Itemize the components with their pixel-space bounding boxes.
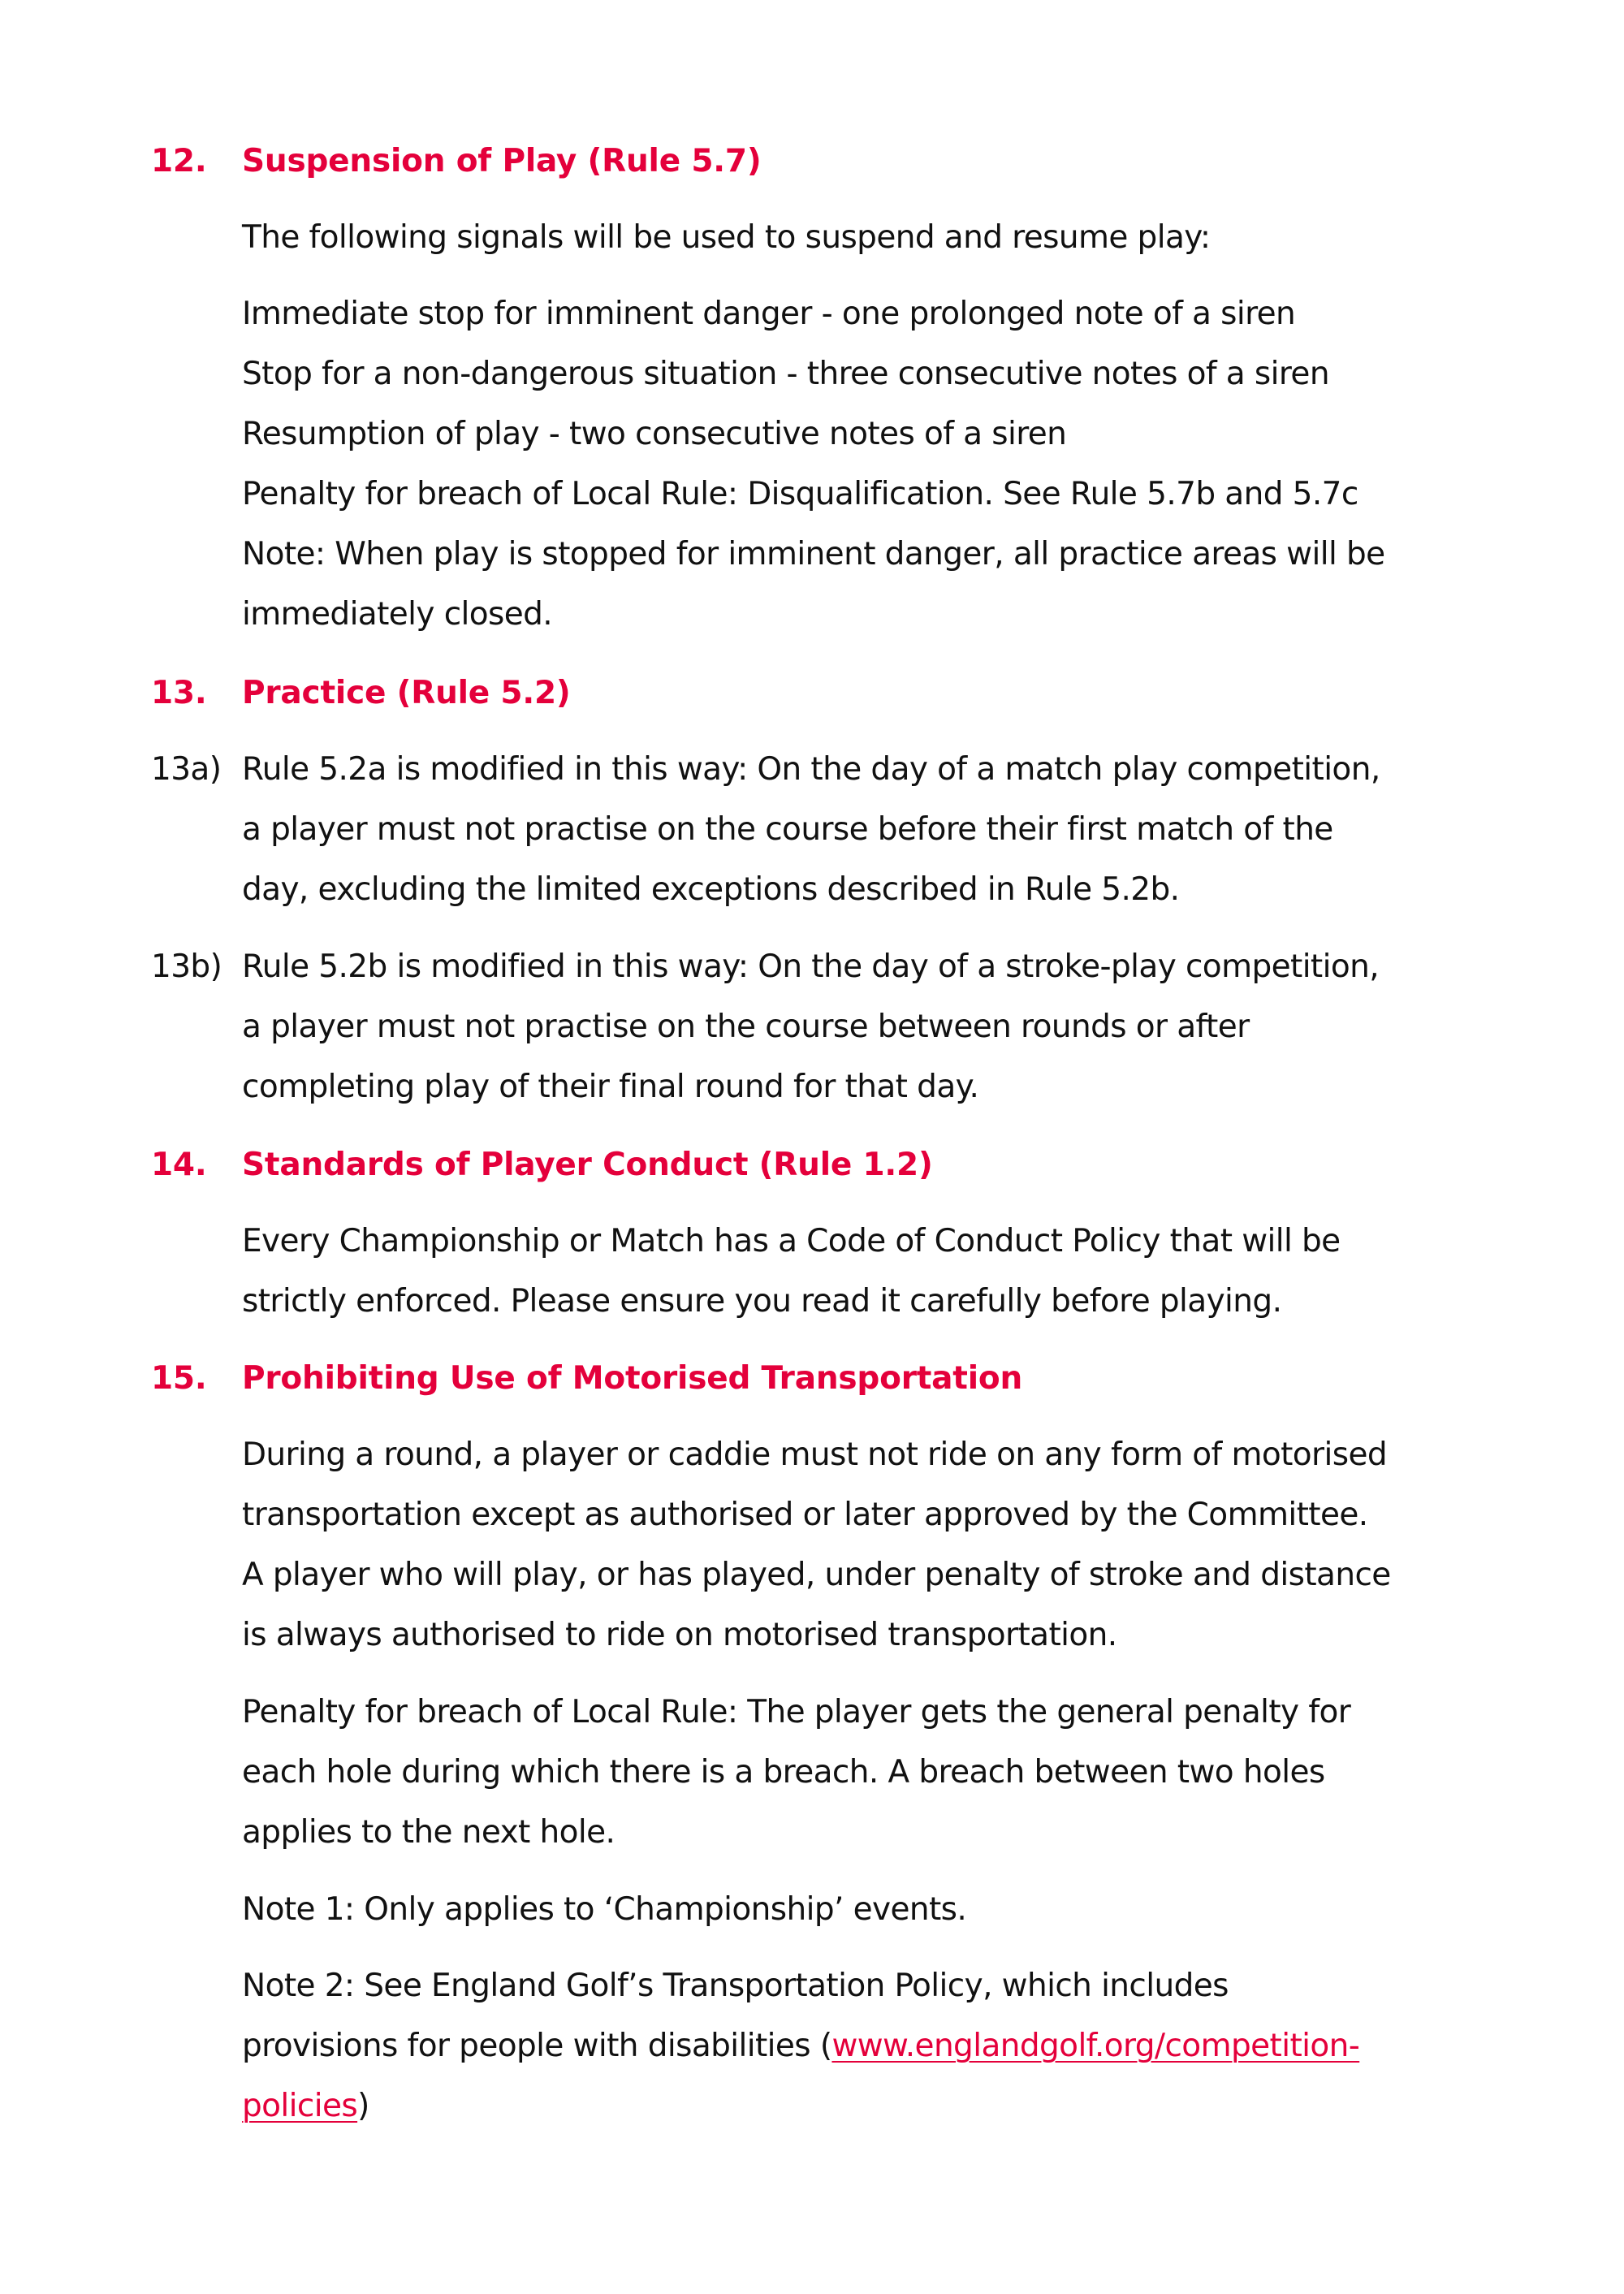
section-title: Standards of Player Conduct (Rule 1.2) [242, 1147, 933, 1183]
note-line: Note 1: Only applies to ‘Championship’ events. [242, 1891, 967, 1928]
note-line: Note 2: See England Golf’s Transportation Policy, which includes [242, 1968, 1229, 2004]
subitem-line: completing play of their final round for that day. [242, 1069, 979, 1105]
paragraph-line: The following signals will be used to suspend and resume play: [242, 219, 1211, 256]
penalty-line: applies to the next hole. [242, 1814, 615, 1851]
subitem-line: Rule 5.2a is modified in this way: On the day of a match play competition, [242, 751, 1380, 788]
subitem-label: 13b) [151, 948, 222, 985]
paragraph-line: is always authorised to ride on motorised transportation. [242, 1617, 1117, 1653]
signal-line: Immediate stop for imminent danger - one prolonged note of a siren [242, 296, 1296, 332]
subitem-line: Rule 5.2b is modified in this way: On the day of a stroke-play competition, [242, 948, 1380, 985]
closing-paren: ) [357, 2088, 369, 2124]
note-line: immediately closed. [242, 596, 553, 633]
section-number: 15. [151, 1360, 207, 1397]
section-number: 13. [151, 675, 207, 711]
signal-line: Stop for a non-dangerous situation - three consecutive notes of a siren [242, 356, 1329, 392]
subitem-line: day, excluding the limited exceptions described in Rule 5.2b. [242, 871, 1180, 908]
subitem-label: 13a) [151, 751, 222, 788]
penalty-line: each hole during which there is a breach. A breach between two holes [242, 1754, 1325, 1791]
paragraph-line: strictly enforced. Please ensure you read it carefully before playing. [242, 1283, 1282, 1320]
section-number: 12. [151, 143, 207, 179]
competition-policies-link[interactable]: www.englandgolf.org/competition- [831, 2028, 1360, 2064]
note-line [242, 2016, 1359, 2076]
note-text: provisions for people with disabilities ( [242, 2028, 832, 2064]
signal-line: Resumption of play - two consecutive notes of a siren [242, 416, 1067, 452]
note-line [242, 2076, 1359, 2136]
section-number: 14. [151, 1147, 207, 1183]
paragraph-line: During a round, a player or caddie must not ride on any form of motorised [242, 1436, 1387, 1473]
section-title: Practice (Rule 5.2) [242, 675, 571, 711]
penalty-line: Penalty for breach of Local Rule: The player gets the general penalty for [242, 1694, 1351, 1730]
competition-policies-link-continued[interactable]: policies [242, 2088, 358, 2124]
subitem-line: a player must not practise on the course before their first match of the [242, 811, 1333, 848]
paragraph-line: Every Championship or Match has a Code of Conduct Policy that will be [242, 1223, 1341, 1259]
paragraph-line: A player who will play, or has played, under penalty of stroke and distance [242, 1557, 1391, 1593]
penalty-line: Penalty for breach of Local Rule: Disqualification. See Rule 5.7b and 5.7c [242, 476, 1358, 512]
paragraph-line: transportation except as authorised or later approved by the Committee. [242, 1497, 1368, 1533]
subitem-line: a player must not practise on the course between rounds or after [242, 1009, 1250, 1045]
section-title: Suspension of Play (Rule 5.7) [242, 143, 762, 179]
section-title: Prohibiting Use of Motorised Transportation [242, 1360, 1023, 1397]
note-line: Note: When play is stopped for imminent danger, all practice areas will be [242, 536, 1385, 572]
